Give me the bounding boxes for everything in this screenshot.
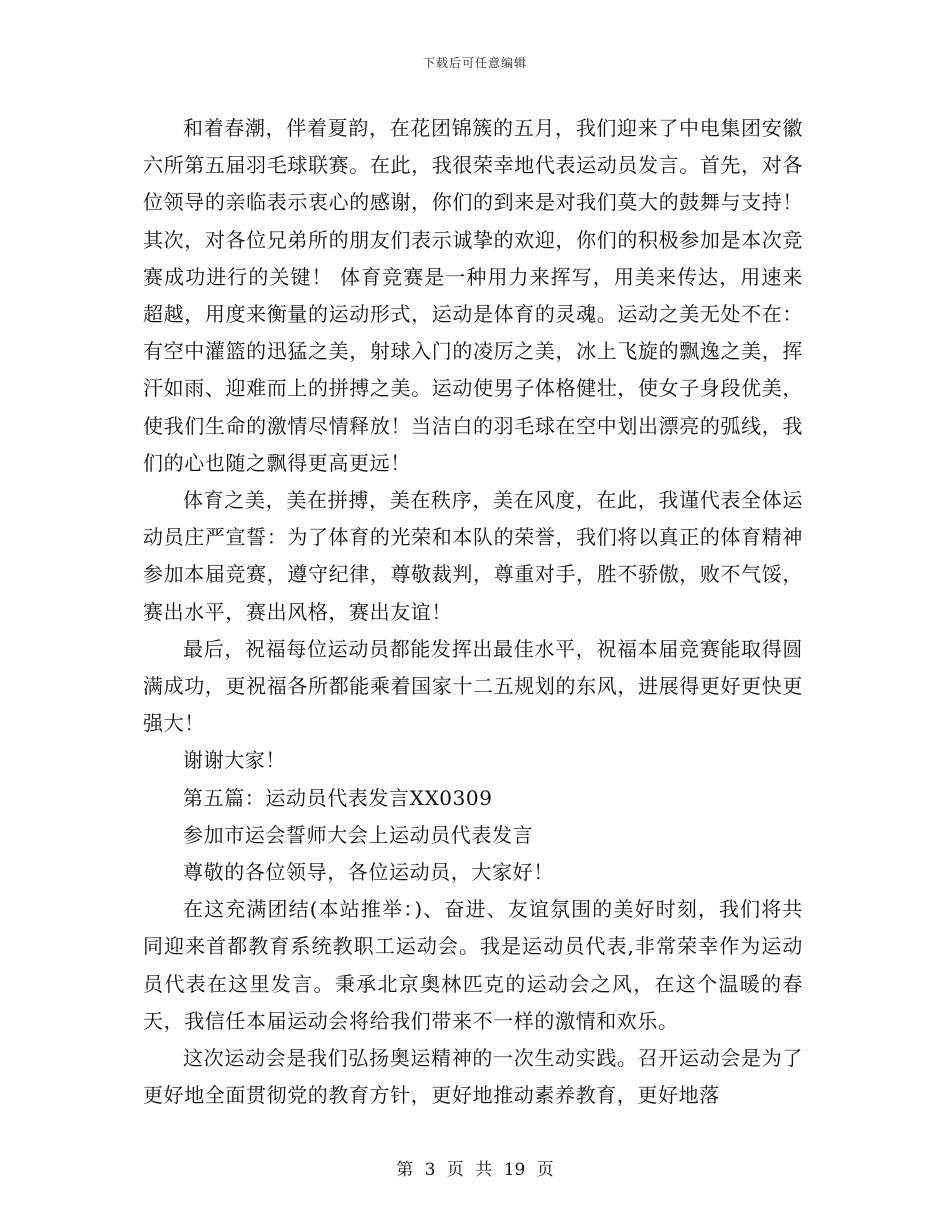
- paragraph-intro: 在这充满团结(本站推举：)、奋进、友谊氛围的美好时刻，我们将共同迎来首都教育系统教职工运动会。我是运动员代表,非常荣幸作为运动员代表在这里发言。秉承北京奥林匹克的运动会之风，在这个温暖的春天，我信任本届运动会将给我们带来不一样的激情和欢乐。: [143, 897, 803, 1033]
- page-number: 第 3 页 共 19 页: [396, 1160, 554, 1180]
- paragraph-closing-wishes: 最后，祝福每位运动员都能发挥出最佳水平，祝福本届竞赛能取得圆满成功，更祝福各所都能乘着国家十二五规划的东风，进展得更好更快更强大！: [143, 636, 803, 736]
- speech-greeting: 尊敬的各位领导，各位运动员，大家好！: [183, 860, 554, 885]
- paragraph-purpose: 这次运动会是我们弘扬奥运精神的一次生动实践。召开运动会是为了更好地全面贯彻党的教育方针，更好地推动素养教育，更好地落: [143, 1046, 803, 1108]
- paragraph-thanks: 谢谢大家！: [183, 748, 286, 773]
- paragraph-oath: 体育之美，美在拼搏，美在秩序，美在风度，在此，我谨代表全体运动员庄严宣誓：为了体育的光荣和本队的荣誉，我们将以真正的体育精神参加本届竞赛，遵守纪律，尊敬裁判，尊重对手，胜不骄傲，败不气馁，赛出水平，赛出风格，赛出友谊！: [143, 488, 803, 624]
- section-heading: 第五篇：运动员代表发言XX0309: [183, 785, 493, 810]
- header-note: 下载后可任意编辑: [422, 56, 527, 70]
- paragraph-opening: 和着春潮，伴着夏韵，在花团锦簇的五月，我们迎来了中电集团安徽六所第五届羽毛球联赛。在此，我很荣幸地代表运动员发言。首先，对各位领导的亲临表示衷心的感谢，你们的到来是对我们莫大的鼓舞与支持！其次，对各位兄弟所的朋友们表示诚挚的欢迎，你们的积极参加是本次竞赛成功进行的关键！ 体育竞赛是一种用力来挥写，用美来传达，用速来超越，用度来衡量的运动形式，运动是体育的灵魂。运动之美无处不在：有空中灌篮的迅猛之美，射球入门的凌厉之美，冰上飞旋的飘逸之美，挥汗如雨、迎难而上的拼搏之美。运动使男子体格健壮，使女子身段优美，使我们生命的激情尽情释放！当洁白的羽毛球在空中划出漂亮的弧线，我们的心也随之飘得更高更远！: [143, 116, 803, 475]
- document-body: [143, 110, 803, 1114]
- speech-title: 参加市运会誓师大会上运动员代表发言: [183, 822, 534, 847]
